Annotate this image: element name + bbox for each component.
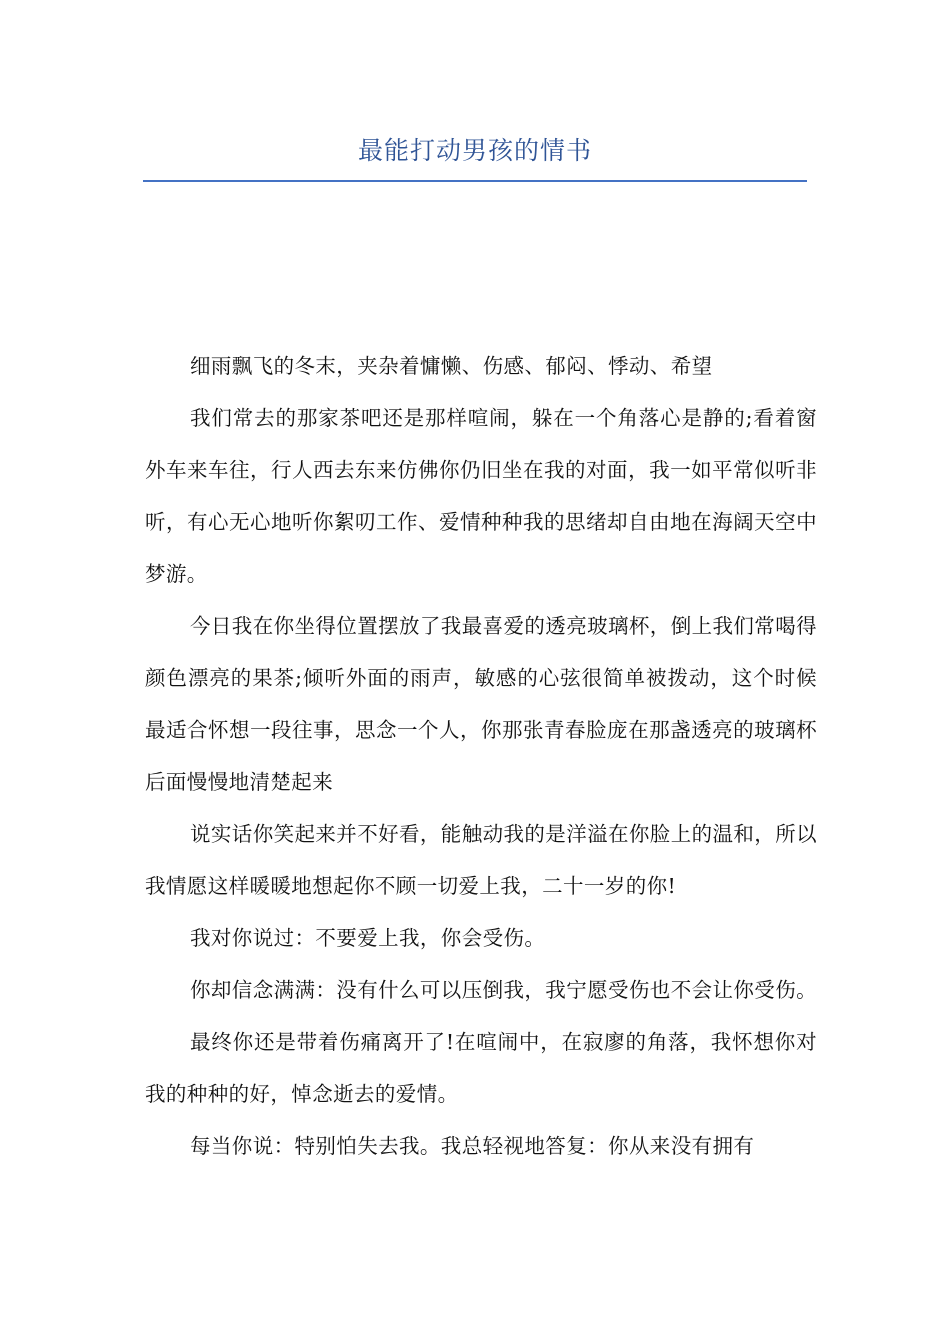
- document-body: [145, 340, 817, 1172]
- paragraph: 我对你说过：不要爱上我，你会受伤。: [190, 926, 546, 950]
- paragraph: 说实话你笑起来并不好看，能触动我的是洋溢在你脸上的温和，所以我情愿这样暖暖地想起你不顾一切爱上我，二十一岁的你!: [145, 822, 817, 898]
- paragraph: 你却信念满满：没有什么可以压倒我，我宁愿受伤也不会让你受伤。: [190, 978, 817, 1002]
- paragraph: 最终你还是带着伤痛离开了!在喧闹中，在寂廖的角落，我怀想你对我的种种的好，悼念逝去的爱情。: [145, 1030, 817, 1106]
- paragraph: 每当你说：特别怕失去我。我总轻视地答复：你从来没有拥有: [190, 1134, 755, 1158]
- paragraph: 细雨飘飞的冬末，夹杂着慵懒、伤感、郁闷、悸动、希望: [190, 354, 713, 378]
- document-title: 最能打动男孩的情书: [357, 136, 592, 165]
- title-underline: [143, 180, 807, 182]
- paragraph: 我们常去的那家茶吧还是那样喧闹，躲在一个角落心是静的;看着窗外车来车往，行人西去东来仿佛你仍旧坐在我的对面，我一如平常似听非听，有心无心地听你絮叨工作、爱情种种我的思绪却自由地在海阔天空中梦游。: [145, 406, 817, 586]
- paragraph: 今日我在你坐得位置摆放了我最喜爱的透亮玻璃杯，倒上我们常喝得颜色漂亮的果茶;倾听外面的雨声，敏感的心弦很简单被拨动，这个时候最适合怀想一段往事，思念一个人，你那张青春脸庞在那盏透亮的玻璃杯后面慢慢地清楚起来: [145, 614, 817, 794]
